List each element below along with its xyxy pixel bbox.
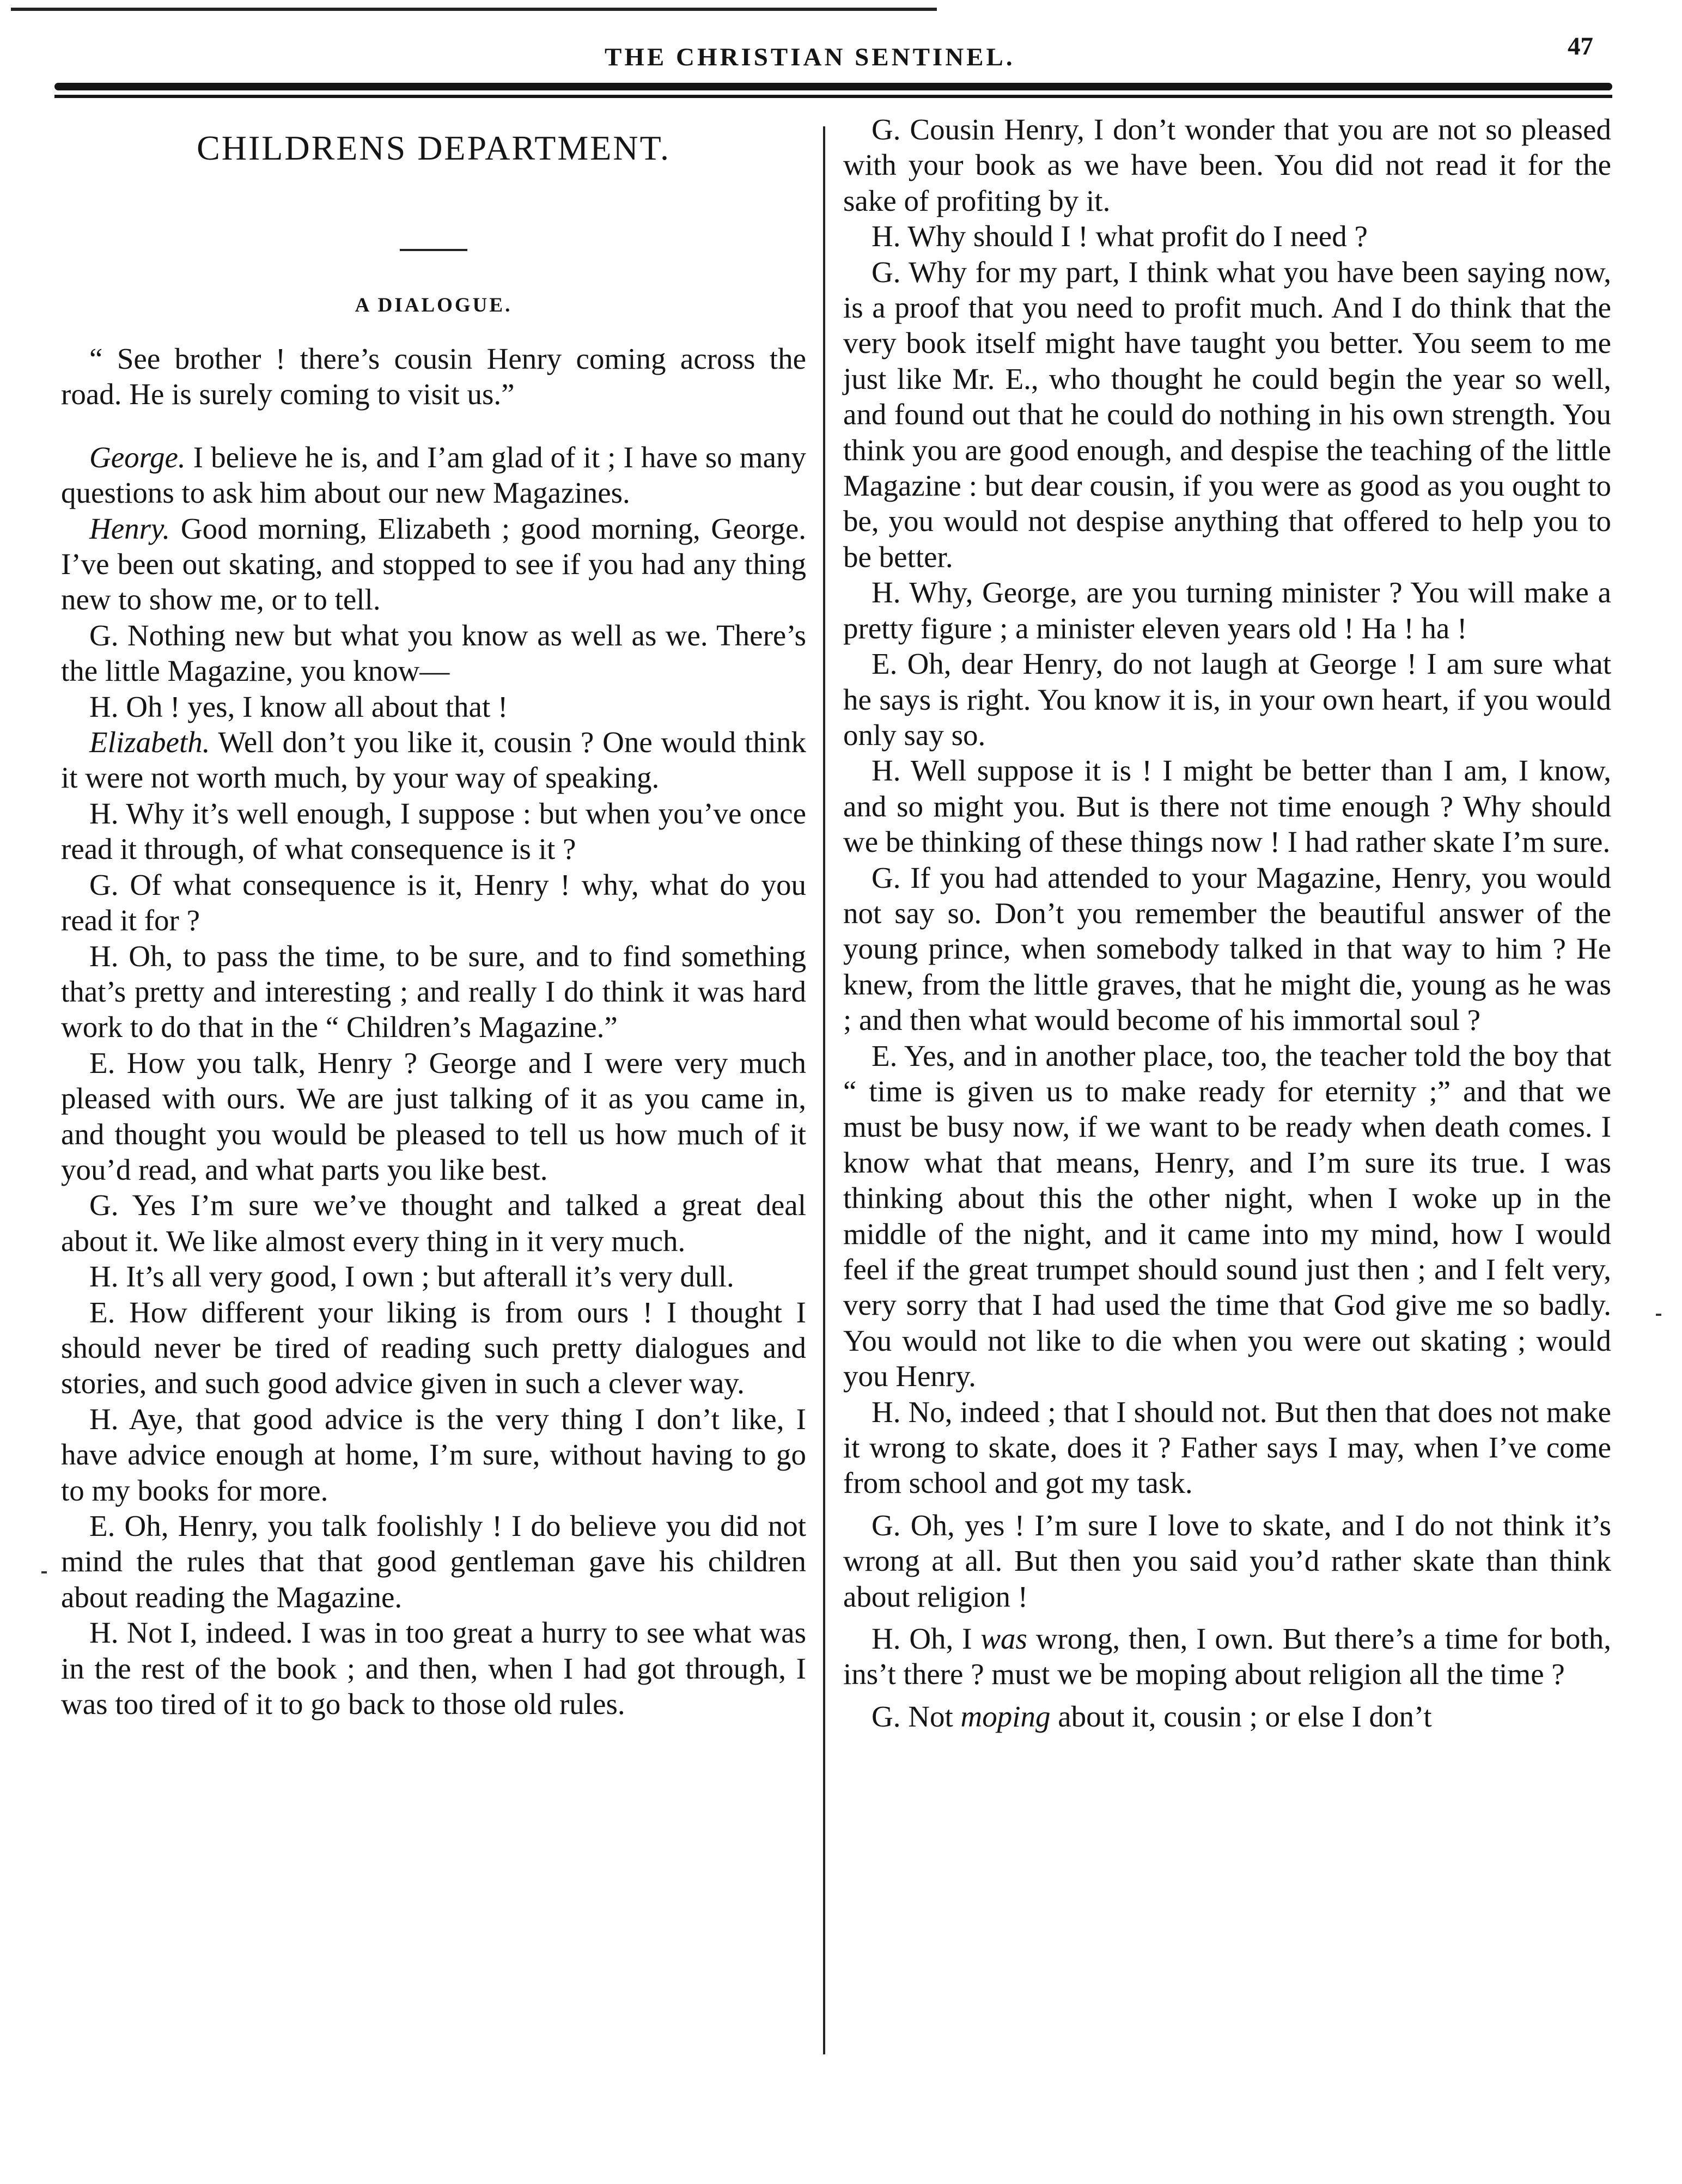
paragraph: H. Why should I ! what profit do I need ? <box>872 219 1368 253</box>
paragraph: G. Of what consequence is it, Henry ! why, what do you read it for ? <box>61 868 806 937</box>
margin-mark <box>1656 1314 1661 1316</box>
paragraph: G. Yes I’m sure we’ve thought and talked a great deal about it. We like almost every thing in it very much. <box>61 1188 806 1258</box>
page-number: 47 <box>1568 32 1593 60</box>
paragraph: H. Oh, to pass the time, to be sure, and to find something that’s pretty and interesting ; and really I do think it was hard work to do that in the “ Children’s Magazine.” <box>61 939 806 1044</box>
section-title: CHILDRENS DEPARTMENT. <box>197 129 671 167</box>
paragraph: Elizabeth. Well don’t you like it, cousin ? One would think it were not worth much, by your way of speaking. <box>61 725 806 795</box>
column-divider <box>823 126 825 2054</box>
paragraph: H. Why, George, are you turning minister ? You will make a pretty figure ; a minister eleven years old ! Ha ! ha ! <box>843 576 1611 645</box>
paragraph: H. Why it’s well enough, I suppose : but when you’ve once read it through, of what consequence is it ? <box>61 796 806 866</box>
top-edge-rule <box>11 8 937 11</box>
speaker-name: George. <box>89 440 186 474</box>
speaker-name: Henry. <box>89 511 170 545</box>
emphasis: moping <box>960 1699 1051 1733</box>
paragraph: E. Oh, dear Henry, do not laugh at George ! I am sure what he says is right. You know it is, in your own heart, if you would only say so. <box>843 647 1611 752</box>
paragraph: H. It’s all very good, I own ; but afterall it’s very dull. <box>89 1260 734 1294</box>
paragraph: Henry. Good morning, Elizabeth ; good morning, George. I’ve been out skating, and stopped to see if you had any thing new to show me, or to tell. <box>61 511 806 617</box>
left-column <box>61 112 806 1722</box>
paragraph: H. Not I, indeed. I was in too great a hurry to see what was in the rest of the book ; and then, when I had got through, I was too tired of it to go back to those old rules. <box>61 1616 806 1721</box>
paragraph: H. Aye, that good advice is the very thing I don’t like, I have advice enough at home, I’m sure, without having to go to my books for more. <box>61 1402 806 1507</box>
paragraph: H. Oh, I was wrong, then, I own. But there’s a time for both, ins’t there ? must we be moping about religion all the time ? <box>843 1622 1611 1691</box>
paragraph: G. Not moping about it, cousin ; or else I don’t <box>872 1699 1432 1733</box>
paragraph: H. No, indeed ; that I should not. But then that does not make it wrong to skate, does it ? Father says I may, when I’ve come from school and got my task. <box>843 1395 1611 1500</box>
header-thin-rule <box>54 95 1612 98</box>
title-divider <box>400 249 467 251</box>
paragraph: H. Well suppose it is ! I might be better than I am, I know, and so might you. But is there not time enough ? Why should we be thinking of these things now ! I had rather skate I’m sure. <box>843 754 1611 859</box>
paragraph: G. Oh, yes ! I’m sure I love to skate, and I do not think it’s wrong at all. But then you said you’d rather skate than think about religion ! <box>843 1508 1611 1613</box>
header-thick-rule <box>54 83 1612 90</box>
paragraph: “ See brother ! there’s cousin Henry coming across the road. He is surely coming to visit us.” <box>61 342 806 411</box>
article-title: A DIALOGUE. <box>355 294 513 316</box>
paragraph: E. Oh, Henry, you talk foolishly ! I do believe you did not mind the rules that that good gentleman gave his children about reading the Magazine. <box>61 1509 806 1614</box>
running-head: THE CHRISTIAN SENTINEL. <box>605 43 1015 71</box>
paragraph: G. If you had attended to your Magazine, Henry, you would not say so. Don’t you remember the beautiful answer of the young prince, when somebody talked in that way to him ? He knew, from the little graves, that he might die, young as he was ; and then what would become of his immortal soul ? <box>843 861 1611 1037</box>
paragraph: G. Nothing new but what you know as well as we. There’s the little Magazine, you know— <box>61 618 806 688</box>
emphasis: was <box>980 1622 1027 1656</box>
paragraph: G. Cousin Henry, I don’t wonder that you are not so pleased with your book as we have been. You did not read it for the sake of profiting by it. <box>843 113 1611 217</box>
paragraph: E. How different your liking is from ours ! I thought I should never be tired of reading such pretty dialogues and stories, and such good advice given in such a clever way. <box>61 1295 806 1400</box>
paragraph: G. Why for my part, I think what you have been saying now, is a proof that you need to profit much. And I do think that the very book itself might have taught you better. You seem to me just like Mr. E., who thought he could begin the year so well, and found out that he could do nothing in his own strength. You think you are good enough, and despise the teaching of the little Magazine : but dear cousin, if you were as good as you ought to be, you would not despise anything that offered to help you to be better. <box>843 255 1611 574</box>
paragraph: E. Yes, and in another place, too, the teacher told the boy that “ time is given us to make ready for eternity ;” and that we must be busy now, if we want to be ready when death comes. I know what that means, Henry, and I’m sure its true. I was thinking about this the other night, when I woke up in the middle of the night, and it came into my mind, how I would feel if the great trumpet should sound just then ; and I felt very, very sorry that I had used the time that God give me so badly. You would not like to die when you were out skating ; would you Henry. <box>843 1039 1611 1393</box>
paragraph: E. How you talk, Henry ? George and I were very much pleased with ours. We are just talking of it as you came in, and thought you would be pleased to tell us how much of it you’d read, and what parts you like best. <box>61 1046 806 1186</box>
speaker-name: Elizabeth. <box>89 725 210 759</box>
margin-mark <box>41 1571 47 1573</box>
paragraph: H. Oh ! yes, I know all about that ! <box>89 690 508 723</box>
paragraph: George. I believe he is, and I’am glad of it ; I have so many questions to ask him about our new Magazines. <box>61 440 806 510</box>
right-column <box>843 112 1611 1734</box>
